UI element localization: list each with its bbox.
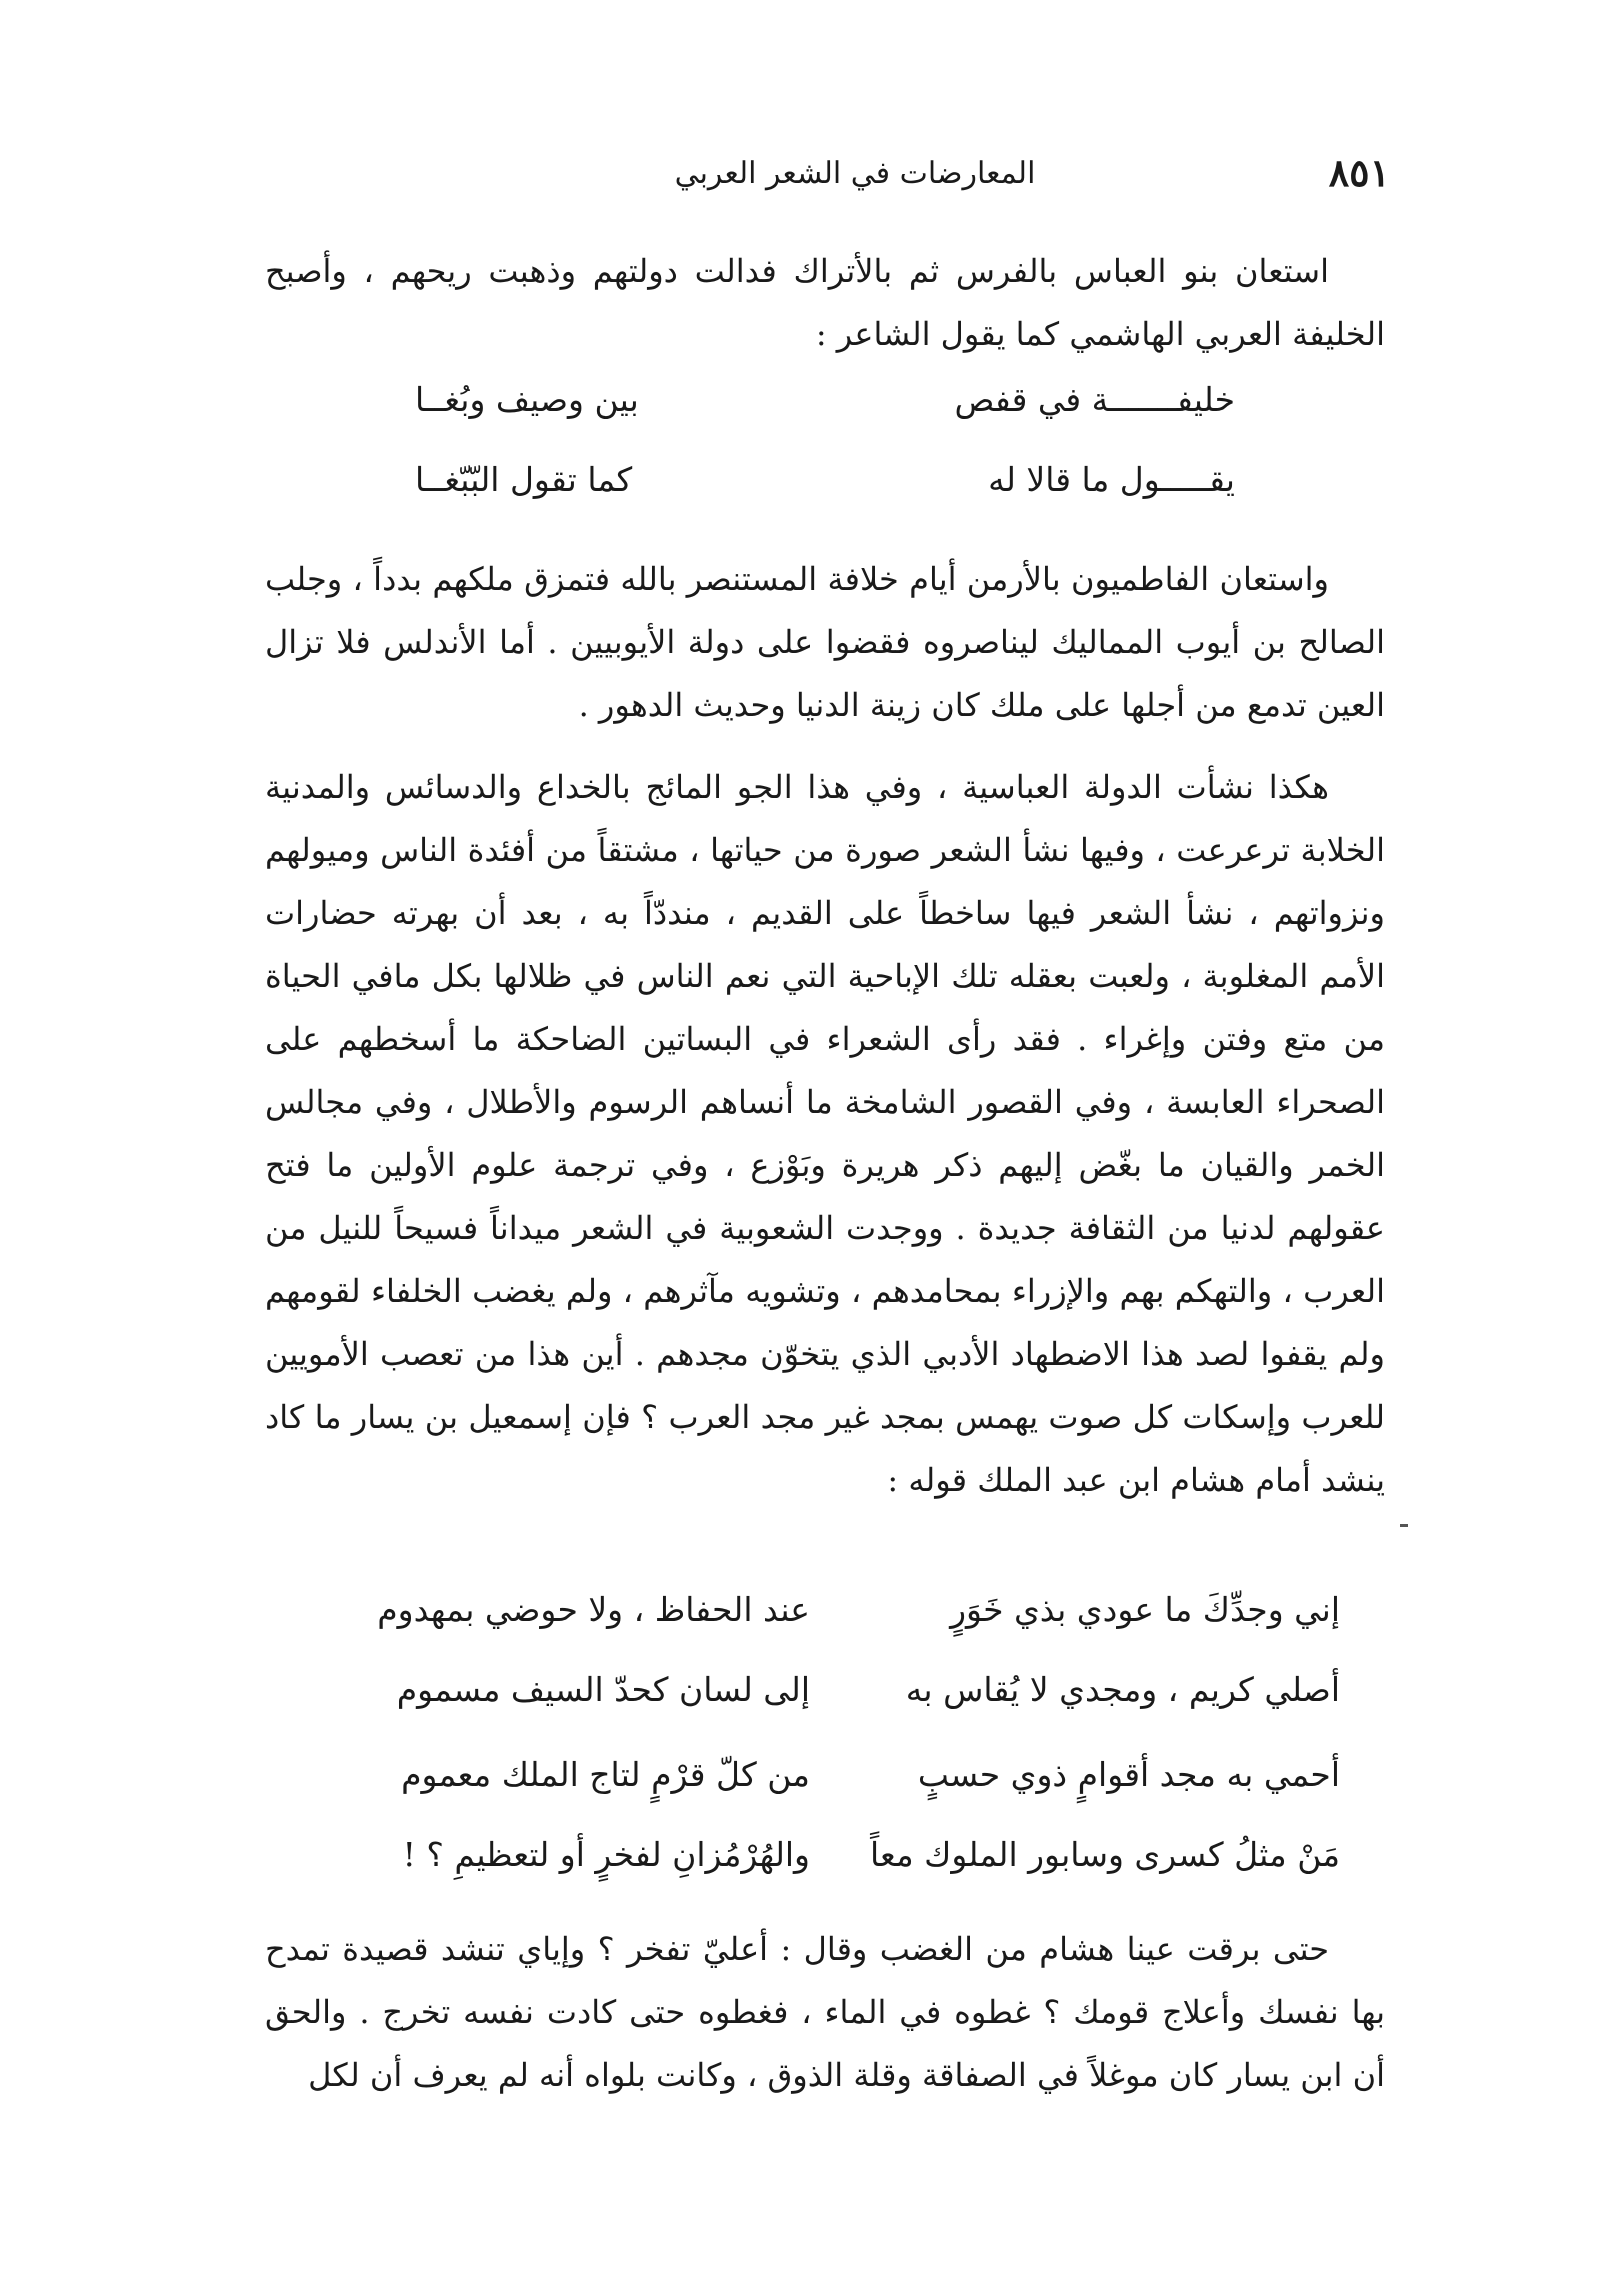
verse-hemistich-first: مَنْ مثلُ كسرى وسابور الملوك معاً (870, 1835, 1340, 1874)
verse-hemistich-second: من كلّ قرْمٍ لتاج الملك معموم (401, 1755, 810, 1794)
verse-hemistich-second: والهُرْمُزانِ لفخرٍ أو لتعظيمِ ؟ ! (402, 1835, 810, 1874)
verse-line (415, 380, 1235, 440)
margin-mark (1400, 1524, 1408, 1527)
verse-line (330, 1835, 1340, 1915)
verse-line (330, 1670, 1340, 1750)
paragraph-intro: استعان بنو العباس بالفرس ثم بالأتراك فدالت دولتهم وذهبت ريحهم ، وأصبح الخليفة العربي الهاشمي كما يقول الشاعر : (265, 252, 1385, 353)
paragraph-hisham: حتى برقت عينا هشام من الغضب وقال : أعليّ تفخر ؟ وإياي تنشد قصيدة تمدح بها نفسك وأعلاج قومك ؟ غطوه في الماء ، فغطوه حتى كادت نفسه تخرج . والحق أن ابن يسار كان موغلاً في الصفاقة وقلة الذوق ، وكانت بلواه أنه لم يعرف أن لكل (265, 1930, 1386, 2094)
verse-hemistich-first: خليفـــــــة في قفص (954, 380, 1235, 419)
verse-hemistich-first: إني وجدِّكَ ما عودي بذي خَوَرٍ (950, 1590, 1340, 1629)
verse-hemistich-first: أصلي كريم ، ومجدي لا يُقاس به (905, 1670, 1340, 1709)
running-head (320, 150, 1390, 210)
verse-line (330, 1590, 1340, 1670)
verse-hemistich-second: كما تقول البّبّغــا (415, 460, 633, 499)
verse-line (330, 1755, 1340, 1835)
verse-hemistich-second: عند الحفاظ ، ولا حوضي بمهدوم (377, 1590, 810, 1629)
verse-line (415, 460, 1235, 520)
paragraph-abbasid: هكذا نشأت الدولة العباسية ، وفي هذا الجو المائج بالخداع والدسائس والمدنية الخلابة ترعرعت ، وفيها نشأ الشعر صورة من حياتها ، مشتقاً من أفئدة الناس وميولهم ونزواتهم ، نشأ الشعر فيها ساخطاً على القديم ، منددّاً به ، بعد أن بهرته حضارات الأمم المغلوبة ، ولعبت بعقله تلك الإباحية التي نعم الناس في ظلالها بكل مافي الحياة من متع وفتن وإغراء . فقد رأى الشعراء في البساتين الضاحكة ما أسخطهم على الصحراء العابسة ، وفي القصور الشامخة ما أنساهم الرسوم والأطلال ، وفي مجالس الخمر والقيان ما بغّض إليهم ذكر هريرة وبَوْزع ، وفي ترجمة علوم الأولين ما فتح عقولهم لدنيا من الثقافة جديدة . ووجدت الشعوبية في الشعر ميداناً فسيحاً للنيل من العرب ، والتهكم بهم والإزراء بمحامدهم ، وتشويه مآثرهم ، ولم يغضب الخلفاء لقومهم ولم يقفوا لصد هذا الاضطهاد الأدبي الذي يتخوّن مجدهم . أين هذا من تعصب الأمويين للعرب وإسكات كل صوت يهمس بمجد غير مجد العرب ؟ فإن إسمعيل بن يسار ما كاد ينشد أمام هشام ابن عبد الملك قوله : (265, 768, 1385, 1499)
verse-hemistich-first: يقـــــول ما قالا له (988, 460, 1235, 499)
verse-hemistich-second: بين وصيف وبُغــا (415, 380, 639, 419)
verse-hemistich-first: أحمي به مجد أقوامٍ ذوي حسبٍ (917, 1755, 1340, 1794)
paragraph-fatimids: واستعان الفاطميون بالأرمن أيام خلافة المستنصر بالله فتمزق ملكهم بدداً ، وجلب الصالح بن أيوب المماليك ليناصروه فقضوا على دولة الأيوبيين . أما الأندلس فلا تزال العين تدمع من أجلها على ملك كان زينة الدنيا وحديث الدهور . (265, 560, 1385, 724)
page-number: ٨٥١ (1328, 150, 1390, 195)
book-title: المعارضات في الشعر العربي (674, 156, 1036, 191)
verse-hemistich-second: إلى لسان كحدّ السيف مسموم (396, 1670, 810, 1709)
